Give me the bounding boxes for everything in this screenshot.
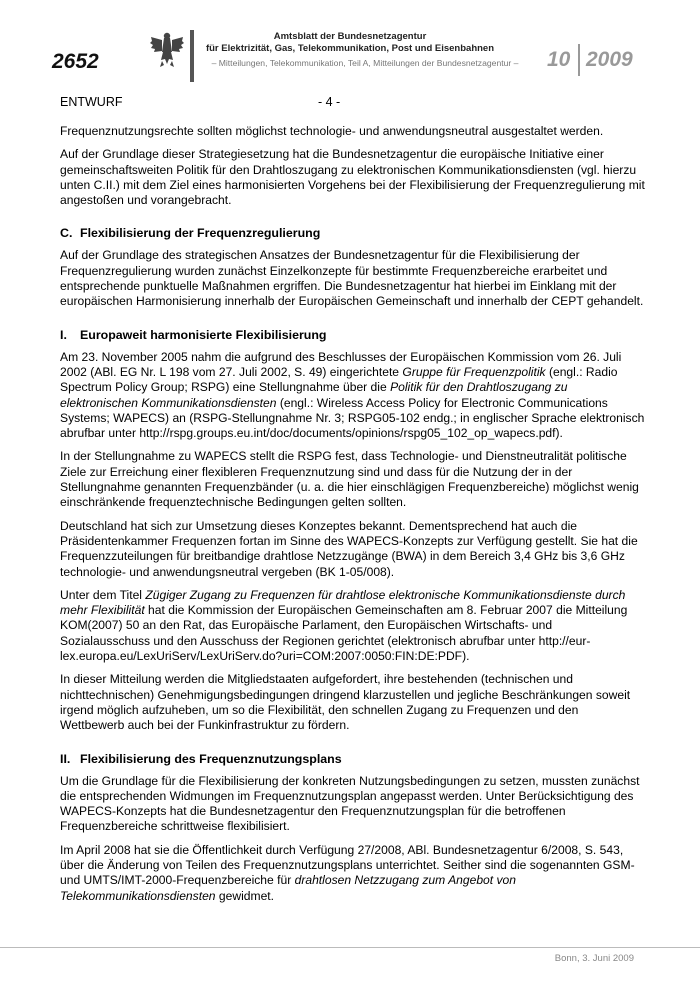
heading-i (60, 328, 645, 343)
paragraph-4-part-a: Am 23. November 2005 nahm die aufgrund des Beschlusses der Europäischen Kommission vom 26. Juli 2002 (ABl. EG Nr. L 198 vom 27. Juli 2002, S. 49) eingerichtete (60, 349, 622, 379)
heading-c-number: C. (60, 226, 73, 241)
footer-divider (0, 947, 700, 948)
publication-title-line1: Amtsblatt der Bundesnetzagentur (273, 31, 427, 42)
paragraph-8: In dieser Mitteilung werden die Mitgliedstaaten aufgefordert, ihre bestehenden (technischen und nichttechnischen) Genehmigungsbedingungen dringend klarzustellen und jegliche Beschränkungen soweit irgend möglich aufzuheben, um so die Flexibilität, den schnellen Zugang zu Frequenzen und den Wettbewerb auch bei der Funkinfrastruktur zu fördern. (60, 672, 631, 733)
paragraph-7-part-a: Unter dem Titel (60, 587, 146, 602)
page-header (0, 0, 700, 92)
heading-c (60, 226, 645, 241)
paragraph-7-italic: Zügiger Zugang zu Frequenzen für drahtlose elektronische Kommunikationsdienste durch mehr Flexibilität (60, 587, 626, 618)
issue-year: 2009 (586, 48, 633, 71)
document-body (60, 124, 645, 912)
publication-subtitle: – Mitteilungen, Telekommunikation, Teil A, Mitteilungen der Bundesnetzagentur – (211, 58, 519, 68)
paragraph-10 (60, 843, 645, 904)
paragraph-4 (60, 350, 645, 442)
paragraph-3: Auf der Grundlage des strategischen Ansatzes der Bundesnetzagentur für die Flexibilisierung der Frequenzregulierung wurden zunächst Einzelkonzepte für bestimmte Frequenzbereiche erarbeitet und entsprechende punktuelle Maßnahmen ergriffen. Die Bundesnetzagentur hat hierbei im Einklang mit der europäischen Harmonisierung innerhalb der Europäischen Gemeinschaft und innerhalb der CEPT gehandelt. (60, 248, 644, 309)
draft-label: ENTWURF (60, 95, 123, 109)
paragraph-4-part-c: (engl.: Radio Spectrum Policy Group; RSPG) eine Stellungnahme über die (60, 364, 618, 395)
paragraph-10-italic: drahtlosen Netzzugang zum Angebot von Telekommunikationsdiensten (60, 873, 517, 903)
draft-page-number: - 4 - (318, 95, 341, 109)
paragraph-6: Deutschland hat sich zur Umsetzung dieses Konzeptes bekannt. Dementsprechend hat auch die Präsidentenkammer Frequenzen fortan im Sinne des WAPECS-Konzepts zur Verfügung gestellt. Sie hat die Frequenzzuteilungen für breitbandige drahtlose Netzzugänge (BWA) in dem Bereich 3,4 GHz bis 3,6 GHz technologie- und anwendungsneutral vergeben (BK 1-05/008). (60, 518, 638, 579)
paragraph-4-italic-2: Politik für den Drahtloszugang zu elektronischen Kommunikationsdiensten (60, 380, 568, 410)
issue-divider (578, 44, 580, 76)
paragraph-7 (60, 588, 645, 664)
page-number: 2652 (52, 50, 99, 73)
paragraph-4-part-e: (engl.: Wireless Access Policy for Electronic Communications Systems; WAPECS) an (RSPG-Stellungnahme Nr. 3; RSPG05-102 endg.; in englischer Sprache elektronisch abrufbar unter http://rspg.groups.eu.int/doc/documents/opinions/rspg05_102_op_wapecs.pdf). (60, 395, 645, 441)
publication-title-line2: für Elektrizität, Gas, Telekommunikation, Post und Eisenbahnen (205, 42, 495, 54)
paragraph-5: In der Stellungnahme zu WAPECS stellt die RSPG fest, dass Technologie- und Dienstneutralität politische Ziele zur Erreichung einer flexibleren Frequenznutzung sind und dass für die Nutzung der in der Stellungnahme genannten Frequenzbänder (u. a. die hier einschlägigen Frequenzbereiche) möglichst wenig einschränkende frequenztechnische Bedingungen gelten sollten. (60, 449, 639, 510)
heading-ii-text: Flexibilisierung des Frequenznutzungsplans (80, 751, 342, 766)
heading-ii (60, 752, 645, 767)
issue-number: 10 (547, 48, 571, 71)
paragraph-1: Frequenznutzungsrechte sollten möglichst technologie- und anwendungsneutral ausgestaltet werden. (60, 124, 604, 138)
heading-ii-number: II. (60, 751, 71, 766)
paragraph-10-part-a: Im April 2008 hat sie die Öffentlichkeit durch Verfügung 27/2008, ABl. Bundesnetzagentur 6/2008, S. 543, über die Änderung von Teilen des Frequenznutzungsplans unterrichtet. Seither sind die sogenannten GSM- und UMTS/IMT-2000-Frequenzbereiche für (60, 842, 635, 888)
paragraph-9: Um die Grundlage für die Flexibilisierung der konkreten Nutzungsbedingungen zu setzen, mussten zunächst die entsprechenden Widmungen im Frequenznutzungsplan angepasst werden. Unter Berücksichtigung des WAPECS-Konzepts hat die Bundesnetzagentur den Frequenznutzungsplan für die betroffenen Frequenzbereiche schrittweise flexibilisiert. (60, 773, 640, 834)
heading-c-text: Flexibilisierung der Frequenzregulierung (80, 226, 321, 241)
footer-place-date: Bonn, 3. Juni 2009 (554, 953, 634, 964)
heading-i-text: Europaweit harmonisierte Flexibilisierung (80, 327, 327, 342)
paragraph-10-part-c: gewidmet. (215, 888, 275, 903)
paragraph-4-italic-1: Gruppe für Frequenzpolitik (402, 364, 546, 379)
paragraph-2: Auf der Grundlage dieser Strategiesetzung hat die Bundesnetzagentur die europäische Initiative einer gemeinschaftsweiten Politik für den Drahtloszugang zu elektronischen Kommunikationsdiensten (vgl. hierzu unten C.II.) mit dem Ziel eines harmonisierten Vorgehens bei der Flexibilisierung der Frequenzregulierung mit angestoßen und vorangebracht. (60, 147, 645, 208)
heading-i-number: I. (60, 327, 67, 342)
paragraph-7-part-c: hat die Kommission der Europäischen Gemeinschaften am 8. Februar 2007 die Mitteilung KOM(2007) 50 an den Rat, das Europäische Parlament, den Europäischen Wirtschafts- und Sozialausschuss und den Ausschuss der Regionen gerichtet (elektronisch abrufbar unter http://eur-lex.europa.eu/LexUriServ/LexUriServ.do?uri=COM:2007:0050:FIN:DE:PDF). (60, 603, 628, 664)
